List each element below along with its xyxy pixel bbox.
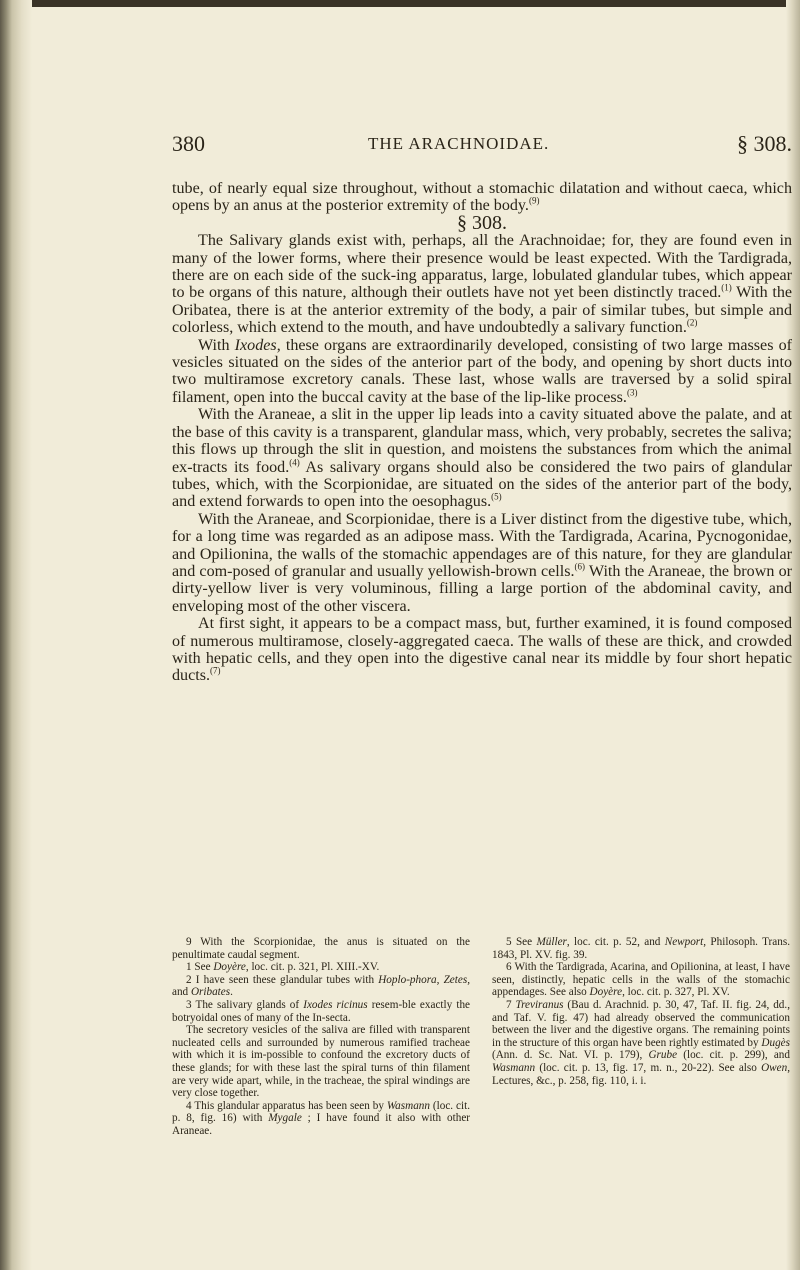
paragraph-text: With the Oribatea, there is at the anterior extremity of the body, a pair of similar tubes, but simple and colorless, which extend to the mouth, and have undoubtedly a salivary function. bbox=[172, 284, 793, 337]
footnote-3: 3 The salivary glands of Ixodes ricinus resem-ble exactly the botryoidal ones of many of the In-secta. bbox=[172, 998, 471, 1024]
paragraph-text: With the Araneae, the brown or dirty-yellow liver is very voluminous, filling a large portion of the abdominal cavity, and enveloping most of the other viscera. bbox=[172, 562, 792, 615]
paragraph-ixodes bbox=[172, 337, 792, 407]
paragraph-araneae bbox=[172, 406, 792, 510]
paragraph-text: With bbox=[198, 336, 235, 354]
footnote-ref: (5) bbox=[491, 491, 502, 502]
section-heading: § 308. bbox=[457, 211, 507, 234]
paragraph-salivary-glands bbox=[172, 232, 792, 336]
header-section-number: § 308. bbox=[737, 131, 792, 156]
footnote-7: 7 Treviranus (Bau d. Arachnid. p. 30, 47, Taf. II. fig. 24, dd., and Taf. V. fig. 47) had already observed the communication between the liver and the digestive organs. The remaining points in the structure of this organ have been rightly estimated by Dugès (Ann. d. Sc. Nat. VI. p. 179), Grube (loc. cit. p. 299), and Wasmann (loc. cit. p. 13, fig. 17, m. n., 20-22). See also Owen, Lectures, &c., p. 258, fig. 110, i. i. bbox=[492, 998, 790, 1087]
running-title: THE ARACHNOIDAE. bbox=[368, 134, 550, 153]
paragraph-text: As salivary organs should also be considered the two pairs of glandular tubes, which, with the Scorpionidae, are situated on the sides of the anterior part of the body, and extend forwards to open into the oesophagus. bbox=[172, 458, 792, 511]
paragraph-continued bbox=[172, 180, 792, 215]
paragraph-text: With the Araneae, a slit in the upper lip leads into a cavity situated above the palate, and at the base of this cavity is a transparent, glandular mass, which, very probably, secretes the saliva; this flows up through the slit in question, and moistens the substances from which the animal ex-tracts its food. bbox=[172, 406, 792, 476]
paragraph-text: , these organs are extraordinarily developed, consisting of two large masses of vesicles situated on the sides of the anterior part of the body, and opening by short ducts into two multiramose excretory canals. These last, whose walls are traversed by a solid spiral filament, open into the buccal cavity at the base of the lip-like process. bbox=[172, 336, 792, 406]
footnote-4: 4 This glandular apparatus has been seen by Wasmann (loc. cit. p. 8, fig. 16) with Mygale ; I have found it also with other Araneae. bbox=[172, 1099, 471, 1137]
footnote-2: 2 I have seen these glandular tubes with Hoplo-phora, Zetes, and Oribates. bbox=[172, 973, 470, 999]
paragraph-liver-structure bbox=[172, 615, 792, 685]
footnote-1: 1 See Doyère, loc. cit. p. 321, Pl. XIII.-XV. bbox=[186, 961, 380, 974]
genus-name: Ixodes bbox=[234, 336, 277, 354]
main-text bbox=[172, 180, 792, 685]
footnote-ref: (2) bbox=[686, 317, 698, 328]
footnote-ref: (7) bbox=[210, 666, 221, 677]
running-header bbox=[172, 131, 792, 161]
footnote-ref: (9) bbox=[528, 196, 540, 207]
paragraph-text: The Salivary glands exist with, perhaps, all the Arachnoidae; for, they are found even in many of the lower forms, where their presence would be least expected. With the Tardigrada, there are on each side of the suck-ing apparatus, large, lobulated glandular tubes, which appear to be organs of this nature, although their outlets have not yet been distinctly traced. bbox=[172, 232, 792, 302]
paragraph-text: tube, of nearly equal size throughout, without a stomachic dilatation and without caeca, which opens by an anus at the posterior extremity of the body. bbox=[172, 180, 792, 215]
book-binding-edge bbox=[0, 0, 32, 1270]
footnote-9: 9 With the Scorpionidae, the anus is situated on the penultimate caudal segment. bbox=[172, 936, 470, 961]
footnotes-right-column bbox=[492, 936, 790, 1087]
footnote-ref: (3) bbox=[626, 387, 638, 398]
paragraph-text: At first sight, it appears to be a compact mass, but, further examined, it is found composed of numerous multiramose, closely-aggregated caeca. The walls of these are thick, and crowded with hepatic cells, and they open into the digestive canal near its middle by four short hepatic ducts. bbox=[172, 615, 792, 685]
page-top-edge bbox=[0, 0, 800, 7]
page-number: 380 bbox=[172, 131, 205, 156]
footnote-6: 6 With the Tardigrada, Acarina, and Opilionina, at least, I have seen, distinctly, hepatic cells in the walls of the stomachic appendages. See also Doyère, loc. cit. p. 327, Pl. XV. bbox=[492, 961, 790, 999]
footnote-3-continued: The secretory vesicles of the saliva are filled with transparent nucleated cells and surrounded by numerous ramified tracheae with which it is im-possible to confound the excretory ducts of these glands; for with these last the spiral turns of thin filament are very wide apart, while, in the tracheae, the spiral windings are very close together. bbox=[172, 1024, 470, 1100]
paragraph-liver bbox=[172, 511, 792, 615]
footnote-ref: (1) bbox=[721, 283, 732, 294]
footnote-ref: (4) bbox=[289, 457, 300, 468]
paragraph-text: With the Araneae, and Scorpionidae, there is a Liver distinct from the digestive tube, which, for a long time was regarded as an adipose mass. With the Tardigrada, Acarina, Pycnogonidae, and Opilionina, the walls of the stomachic appendages are of this nature, for they are glandular and com-posed of granular and usually yellowish-brown cells. bbox=[172, 510, 792, 580]
footnotes-left-column bbox=[172, 936, 470, 1138]
footnote-ref: (6) bbox=[574, 561, 586, 572]
footnote-5: 5 See Müller, loc. cit. p. 52, and Newport, Philosoph. Trans. 1843, Pl. XV. fig. 39. bbox=[492, 936, 790, 961]
